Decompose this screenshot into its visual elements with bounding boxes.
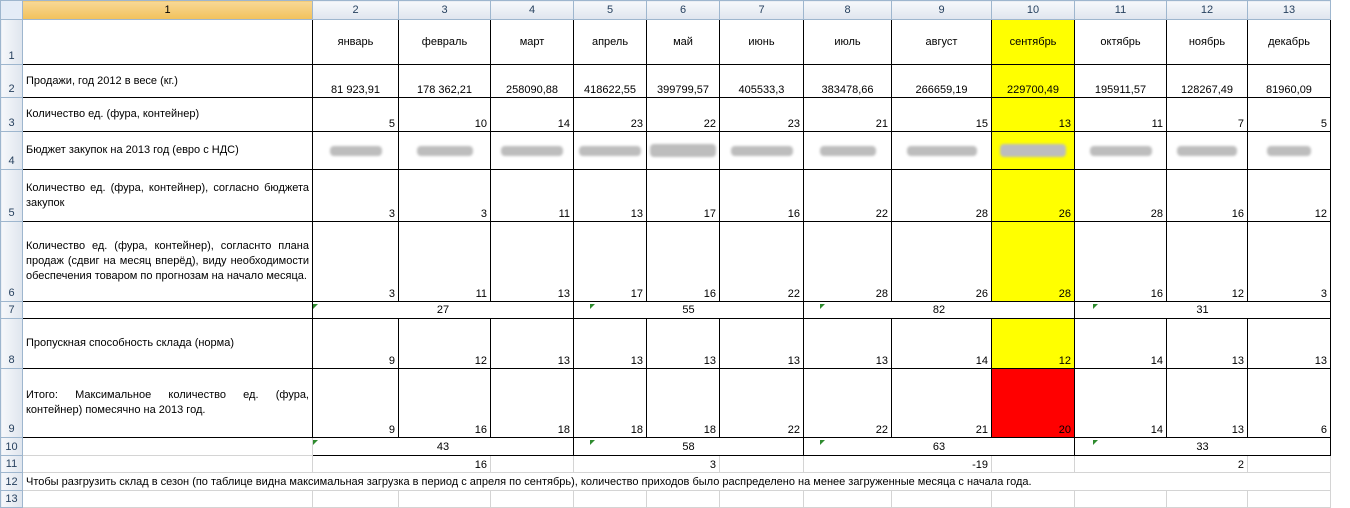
units-budget-cell[interactable]: 17 (647, 170, 720, 222)
redaction-blur (417, 146, 473, 156)
total-cell[interactable]: 18 (491, 369, 574, 438)
month-cell[interactable]: ноябрь (1167, 20, 1248, 65)
capacity-cell[interactable]: 13 (491, 319, 574, 369)
sales-cell[interactable]: 81 923,91 (313, 65, 399, 98)
row-capacity (1, 319, 1331, 369)
cell[interactable] (574, 491, 647, 508)
total-cell[interactable]: 18 (647, 369, 720, 438)
cell[interactable] (804, 491, 892, 508)
plan-quarter-sum[interactable]: 55 (574, 302, 804, 319)
column-header[interactable]: 10 (992, 1, 1075, 20)
units-cell[interactable]: 14 (491, 98, 574, 132)
cell[interactable] (23, 438, 313, 456)
units-cell[interactable]: 22 (647, 98, 720, 132)
redaction-blur (907, 146, 977, 156)
formula-indicator (820, 304, 825, 309)
diff-cell[interactable]: 2 (1075, 456, 1248, 473)
row-header[interactable]: 6 (1, 222, 23, 302)
cell[interactable] (399, 491, 491, 508)
column-header[interactable]: 13 (1248, 1, 1331, 20)
cell[interactable] (491, 491, 574, 508)
row-total-quarter-sums (1, 438, 1331, 456)
redaction-blur (1090, 146, 1152, 156)
redaction-blur (330, 146, 382, 156)
diff-cell[interactable]: -19 (804, 456, 992, 473)
formula-indicator (313, 440, 318, 445)
cell[interactable] (1075, 491, 1167, 508)
row-header[interactable]: 5 (1, 170, 23, 222)
units-plan-cell[interactable]: 17 (574, 222, 647, 302)
units-plan-cell[interactable]: 16 (1075, 222, 1167, 302)
row-budget (1, 132, 1331, 170)
label-units[interactable]: Количество ед. (фура, контейнер) (23, 98, 313, 132)
month-cell[interactable]: август (892, 20, 992, 65)
redaction-blur (1000, 144, 1066, 157)
total-cell[interactable]: 22 (720, 369, 804, 438)
sales-cell[interactable]: 258090,88 (491, 65, 574, 98)
units-cell[interactable]: 23 (720, 98, 804, 132)
cell[interactable] (647, 491, 720, 508)
label-capacity[interactable]: Пропускная способность склада (норма) (23, 319, 313, 369)
sales-cell[interactable]: 178 362,21 (399, 65, 491, 98)
units-cell-highlighted[interactable]: 13 (992, 98, 1075, 132)
column-header[interactable]: 2 (313, 1, 399, 20)
column-header[interactable]: 3 (399, 1, 491, 20)
label-budget[interactable]: Бюджет закупок на 2013 год (евро с НДС) (23, 132, 313, 170)
row-header[interactable]: 12 (1, 473, 23, 491)
units-budget-cell[interactable]: 12 (1248, 170, 1331, 222)
row-header[interactable]: 11 (1, 456, 23, 473)
budget-cell-redacted[interactable] (1167, 132, 1248, 170)
cell[interactable] (992, 456, 1075, 473)
row-header[interactable]: 1 (1, 20, 23, 65)
units-budget-cell[interactable]: 3 (399, 170, 491, 222)
sales-cell[interactable]: 195911,57 (1075, 65, 1167, 98)
units-plan-cell[interactable]: 16 (647, 222, 720, 302)
row-months (1, 20, 1331, 65)
cell[interactable] (23, 456, 313, 473)
capacity-cell[interactable]: 12 (399, 319, 491, 369)
units-plan-cell[interactable]: 11 (399, 222, 491, 302)
column-header-row (1, 1, 1331, 20)
units-cell[interactable]: 5 (1248, 98, 1331, 132)
month-cell[interactable]: апрель (574, 20, 647, 65)
units-cell[interactable]: 7 (1167, 98, 1248, 132)
label-total[interactable]: Итого: Максимальное количество ед. (фура, контейнер) помесячно на 2013 год. (23, 369, 313, 438)
row-header[interactable]: 7 (1, 302, 23, 319)
row-header[interactable]: 13 (1, 491, 23, 508)
units-budget-cell[interactable]: 22 (804, 170, 892, 222)
cell[interactable] (1248, 491, 1331, 508)
units-budget-cell-highlighted[interactable]: 26 (992, 170, 1075, 222)
units-plan-cell[interactable]: 26 (892, 222, 992, 302)
total-quarter-sum[interactable]: 63 (804, 438, 1075, 456)
month-cell[interactable]: май (647, 20, 720, 65)
total-cell[interactable]: 6 (1248, 369, 1331, 438)
capacity-cell[interactable]: 13 (574, 319, 647, 369)
capacity-cell[interactable]: 13 (1167, 319, 1248, 369)
cell[interactable] (23, 302, 313, 319)
capacity-cell[interactable]: 14 (892, 319, 992, 369)
row-header[interactable]: 10 (1, 438, 23, 456)
diff-cell[interactable]: 16 (313, 456, 491, 473)
row-header[interactable]: 4 (1, 132, 23, 170)
total-cell[interactable]: 21 (892, 369, 992, 438)
month-cell[interactable]: январь (313, 20, 399, 65)
total-cell[interactable]: 22 (804, 369, 892, 438)
capacity-cell-highlighted[interactable]: 12 (992, 319, 1075, 369)
units-budget-cell[interactable]: 28 (892, 170, 992, 222)
total-cell[interactable]: 13 (1167, 369, 1248, 438)
formula-indicator (1093, 440, 1098, 445)
label-sales[interactable]: Продажи, год 2012 в весе (кг.) (23, 65, 313, 98)
column-header[interactable]: 1 (23, 1, 313, 20)
formula-indicator (1093, 304, 1098, 309)
month-cell[interactable]: июнь (720, 20, 804, 65)
units-plan-cell[interactable]: 28 (804, 222, 892, 302)
budget-cell-redacted[interactable] (574, 132, 647, 170)
cell[interactable] (1167, 491, 1248, 508)
select-all-corner[interactable] (1, 1, 23, 20)
units-budget-cell[interactable]: 11 (491, 170, 574, 222)
month-cell[interactable]: март (491, 20, 574, 65)
units-plan-cell[interactable]: 12 (1167, 222, 1248, 302)
cell[interactable] (491, 456, 574, 473)
row-empty (1, 491, 1331, 508)
units-plan-cell[interactable]: 13 (491, 222, 574, 302)
redaction-blur (579, 146, 641, 156)
column-header[interactable]: 11 (1075, 1, 1167, 20)
units-cell[interactable]: 10 (399, 98, 491, 132)
sales-cell[interactable]: 266659,19 (892, 65, 992, 98)
budget-cell-redacted[interactable] (804, 132, 892, 170)
budget-cell-redacted[interactable] (720, 132, 804, 170)
plan-quarter-sum[interactable]: 82 (804, 302, 1075, 319)
redaction-blur (1177, 146, 1237, 156)
redaction-blur (1267, 146, 1311, 156)
total-cell-alert[interactable]: 20 (992, 369, 1075, 438)
row-units-budget (1, 170, 1331, 222)
cell[interactable] (1248, 456, 1331, 473)
redaction-blur (650, 144, 716, 157)
cell[interactable] (23, 491, 313, 508)
cell[interactable] (720, 456, 804, 473)
units-budget-cell[interactable]: 28 (1075, 170, 1167, 222)
plan-quarter-sum[interactable]: 31 (1075, 302, 1331, 319)
row-header[interactable]: 3 (1, 98, 23, 132)
formula-indicator (313, 304, 318, 309)
capacity-cell[interactable]: 13 (647, 319, 720, 369)
column-header[interactable]: 6 (647, 1, 720, 20)
budget-cell-redacted[interactable] (892, 132, 992, 170)
units-budget-cell[interactable]: 13 (574, 170, 647, 222)
units-budget-cell[interactable]: 16 (720, 170, 804, 222)
units-cell[interactable]: 15 (892, 98, 992, 132)
units-plan-cell[interactable]: 22 (720, 222, 804, 302)
column-header[interactable]: 5 (574, 1, 647, 20)
month-cell[interactable]: октябрь (1075, 20, 1167, 65)
total-cell[interactable]: 16 (399, 369, 491, 438)
units-plan-cell-highlighted[interactable]: 28 (992, 222, 1075, 302)
column-header[interactable]: 8 (804, 1, 892, 20)
cell[interactable] (892, 491, 992, 508)
month-cell[interactable]: декабрь (1248, 20, 1331, 65)
total-cell[interactable]: 9 (313, 369, 399, 438)
budget-cell-redacted[interactable] (647, 132, 720, 170)
column-header[interactable]: 12 (1167, 1, 1248, 20)
redaction-blur (820, 146, 876, 156)
sales-cell[interactable]: 399799,57 (647, 65, 720, 98)
column-header[interactable]: 9 (892, 1, 992, 20)
capacity-cell[interactable]: 14 (1075, 319, 1167, 369)
cell[interactable] (720, 491, 804, 508)
cell[interactable] (23, 20, 313, 65)
capacity-cell[interactable]: 13 (720, 319, 804, 369)
row-note (1, 473, 1331, 491)
total-cell[interactable]: 14 (1075, 369, 1167, 438)
cell[interactable] (992, 491, 1075, 508)
note-text[interactable]: Чтобы разгрузить склад в сезон (по таблице видна максимальная загрузка в период с апреля по сентябрь), количество приходов было распределено на менее загруженные месяца с начала года. (23, 473, 1331, 491)
capacity-cell[interactable]: 13 (804, 319, 892, 369)
month-cell[interactable]: февраль (399, 20, 491, 65)
units-budget-cell[interactable]: 16 (1167, 170, 1248, 222)
sales-cell-highlighted[interactable]: 229700,49 (992, 65, 1075, 98)
formula-indicator (590, 440, 595, 445)
row-sales (1, 65, 1331, 98)
month-cell[interactable]: июль (804, 20, 892, 65)
label-units-plan[interactable]: Количество ед. (фура, контейнер), согласнто плана продаж (сдвиг на месяц вперёд), виду необходимости обеспечения товаром по прогнозам на начало месяца. (23, 222, 313, 302)
row-header[interactable]: 8 (1, 319, 23, 369)
total-cell[interactable]: 18 (574, 369, 647, 438)
budget-cell-redacted[interactable] (1248, 132, 1331, 170)
label-units-budget[interactable]: Количество ед. (фура, контейнер), согласно бюджета закупок (23, 170, 313, 222)
redaction-blur (501, 146, 563, 156)
row-units (1, 98, 1331, 132)
row-diffs (1, 456, 1331, 473)
row-header[interactable]: 9 (1, 369, 23, 438)
total-quarter-sum[interactable]: 43 (313, 438, 574, 456)
sales-cell[interactable]: 128267,49 (1167, 65, 1248, 98)
total-quarter-sum[interactable]: 58 (574, 438, 804, 456)
sales-cell[interactable]: 383478,66 (804, 65, 892, 98)
row-plan-quarter-sums (1, 302, 1331, 319)
sales-cell[interactable]: 405533,3 (720, 65, 804, 98)
units-cell[interactable]: 23 (574, 98, 647, 132)
units-budget-cell[interactable]: 3 (313, 170, 399, 222)
month-cell-highlighted[interactable]: сентябрь (992, 20, 1075, 65)
capacity-cell[interactable]: 9 (313, 319, 399, 369)
budget-cell-redacted[interactable] (491, 132, 574, 170)
cell[interactable] (313, 491, 399, 508)
total-quarter-sum[interactable]: 33 (1075, 438, 1331, 456)
sales-cell[interactable]: 81960,09 (1248, 65, 1331, 98)
budget-cell-redacted[interactable] (1075, 132, 1167, 170)
formula-indicator (590, 304, 595, 309)
column-header[interactable]: 7 (720, 1, 804, 20)
budget-cell-redacted-highlighted[interactable] (992, 132, 1075, 170)
row-units-plan (1, 222, 1331, 302)
budget-cell-redacted[interactable] (399, 132, 491, 170)
redaction-blur (731, 146, 793, 156)
row-header[interactable]: 2 (1, 65, 23, 98)
budget-cell-redacted[interactable] (313, 132, 399, 170)
units-plan-cell[interactable]: 3 (313, 222, 399, 302)
column-header[interactable]: 4 (491, 1, 574, 20)
diff-cell[interactable]: 3 (574, 456, 720, 473)
row-total (1, 369, 1331, 438)
sales-cell[interactable]: 418622,55 (574, 65, 647, 98)
units-cell[interactable]: 5 (313, 98, 399, 132)
units-cell[interactable]: 21 (804, 98, 892, 132)
units-plan-cell[interactable]: 3 (1248, 222, 1331, 302)
units-cell[interactable]: 11 (1075, 98, 1167, 132)
formula-indicator (820, 440, 825, 445)
capacity-cell[interactable]: 13 (1248, 319, 1331, 369)
plan-quarter-sum[interactable]: 27 (313, 302, 574, 319)
